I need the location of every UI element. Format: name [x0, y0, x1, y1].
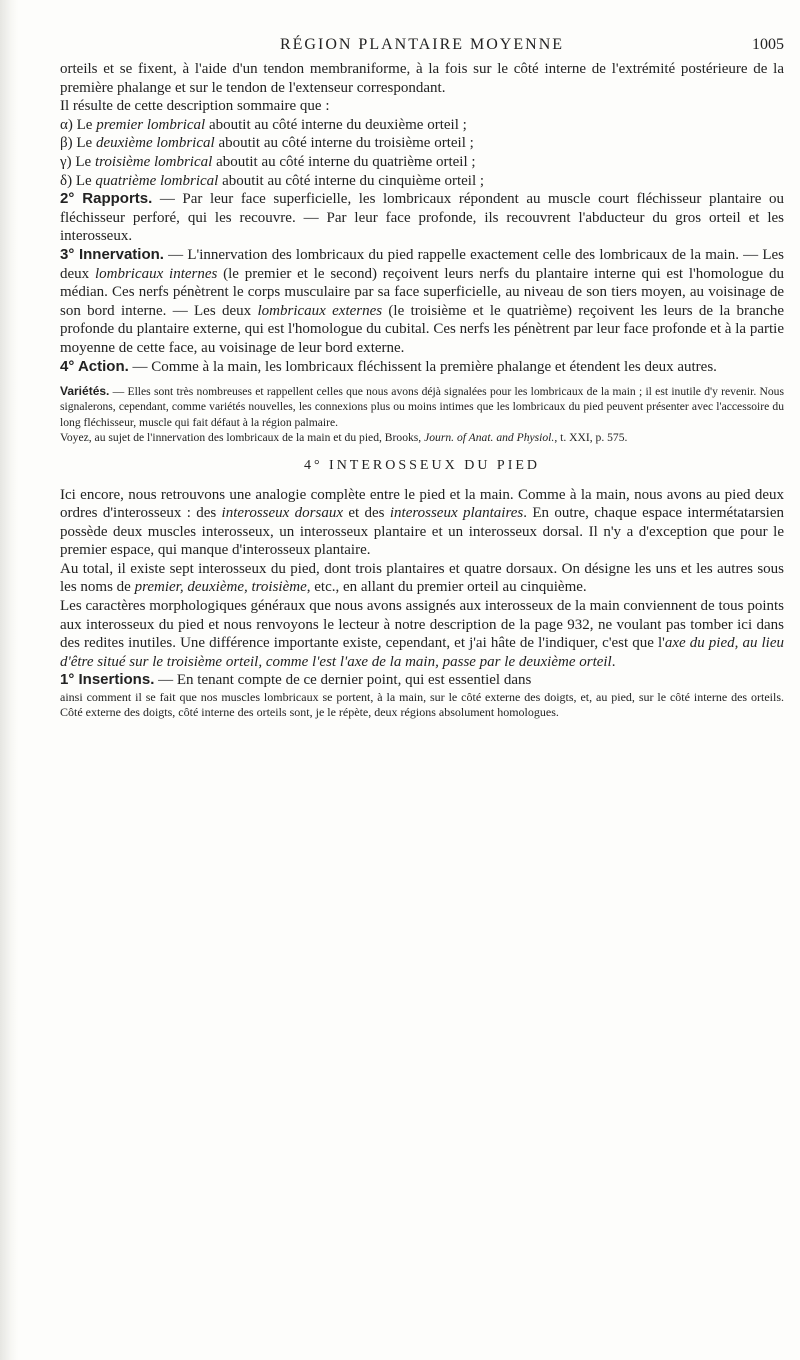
paragraph-brooks-reference: Voyez, au sujet de l'innervation des lombricaux de la main et du pied, Brooks, Journ. of Anat. and Physiol., t. XXI, p. 575. — [60, 430, 628, 444]
paragraph-varietes: Variétés. — Elles sont très nombreuses et rappellent celles que nous avons déjà signalées pour les lombricaux de la main ; il est inutile d'y revenir. Nous signalerons, cependant, comme variétés nouvelles, les connexions plus ou moins intimes que les lombricaux du pied peuvent présenter avec l'accessoire du long fléchisseur, muscle qui fait défaut à la région palmaire. — [60, 384, 784, 429]
running-head — [60, 36, 784, 62]
body-text — [60, 60, 784, 720]
heading-action: 4° Action. — [60, 357, 129, 375]
running-head-title: RÉGION PLANTAIRE MOYENNE — [279, 36, 565, 53]
heading-insertions: 1° Insertions. — [60, 671, 155, 689]
list-item-alpha: α) Le premier lombrical aboutit au côté interne du deuxième orteil ; — [60, 116, 467, 133]
heading-rapports: 2° Rapports. — [60, 190, 153, 208]
list-item-delta: δ) Le quatrième lombrical aboutit au côté interne du cinquième orteil ; — [60, 172, 485, 189]
footnote: ainsi comment il se fait que nos muscles lombricaux se portent, à la main, sur le côté externe des doigts, et, au pied, sur le côté interne des orteils. Côté externe des doigts, côté interne des orteils sont, je le répète, deux régions absolument homologues. — [60, 690, 784, 720]
paragraph-rapports: 2° Rapports. — Par leur face superficielle, les lombricaux répondent au muscle court fléchisseur plantaire ou fléchisseur perforé, qui les recouvre. — Par leur face profonde, ils recouvrent l'abducteur du gros orteil et les interosseux. — [60, 190, 784, 245]
paragraph-interosseux-total: Au total, il existe sept interosseux du pied, dont trois plantaires et quatre dorsaux. On désigne les uns et les autres sous les noms de premier, deuxième, troisième, etc., en allant du premier orteil au cinquième. — [60, 560, 784, 596]
page-number: 1005 — [752, 36, 784, 53]
section-heading-interosseux: 4° INTEROSSEUX DU PIED — [303, 457, 541, 473]
page-spine-shadow — [0, 0, 18, 1360]
list-item-gamma: γ) Le troisième lombrical aboutit au côté interne du quatrième orteil ; — [60, 153, 476, 170]
list-item-beta: β) Le deuxième lombrical aboutit au côté interne du troisième orteil ; — [60, 135, 474, 152]
paragraph-insertions: 1° Insertions. — En tenant compte de ce dernier point, qui est essentiel dans — [60, 671, 532, 689]
paragraph-summary-intro: Il résulte de cette description sommaire que : — [60, 98, 330, 115]
paragraph-innervation: 3° Innervation. — L'innervation des lombricaux du pied rappelle exactement celle des lombricaux de la main. — Les deux lombricaux internes (le premier et le second) reçoivent leurs nerfs du plantaire interne qui est l'homologue du médian. Ces nerfs pénètrent le corps musculaire par sa face superficielle, au niveau de son tiers moyen, au voisinage de son bord interne. — Les deux lombricaux externes (le troisième et le quatrième) reçoivent les leurs de la branche profonde du plantaire externe, qui est l'homologue du cubital. Ces nerfs les pénètrent par leur face profonde et à la partie moyenne de cette face, au voisinage de leur bord externe. — [60, 245, 784, 356]
paragraph-interosseux-axis: Les caractères morphologiques généraux que nous avons assignés aux interosseux de la main conviennent de tous points aux interosseux du pied et nous renvoyons le lecteur à notre description de la page 932, ne voulant pas tomber ici dans des redites inutiles. Une différence importante existe, cependant, et j'ai hâte de l'indiquer, c'est que l'axe du pied, au lieu d'être situé sur le troisième orteil, comme l'est l'axe de la main, passe par le deuxième orteil. — [60, 598, 784, 670]
heading-innervation: 3° Innervation. — [60, 245, 164, 263]
paragraph-action: 4° Action. — Comme à la main, les lombricaux fléchissent la première phalange et étendent les deux autres. — [60, 357, 717, 375]
paragraph-tendon-continuation: orteils et se fixent, à l'aide d'un tendon membraniforme, à la fois sur le côté interne de l'extrémité postérieure de la première phalange et sur le tendon de l'extenseur correspondant. — [60, 61, 784, 96]
varietes-block — [60, 384, 784, 445]
paragraph-interosseux-analogy: Ici encore, nous retrouvons une analogie complète entre le pied et la main. Comme à la main, nous avons au pied deux ordres d'interosseux : des interosseux dorsaux et des interosseux plantaires. En outre, chaque espace intermétatarsien possède deux muscles interosseux, un interosseux plantaire et un interosseux dorsal. Il n'y a d'exception que pour le premier espace, qui manque d'interosseux plantaire. — [60, 486, 785, 559]
heading-varietes: Variétés. — [60, 384, 110, 399]
